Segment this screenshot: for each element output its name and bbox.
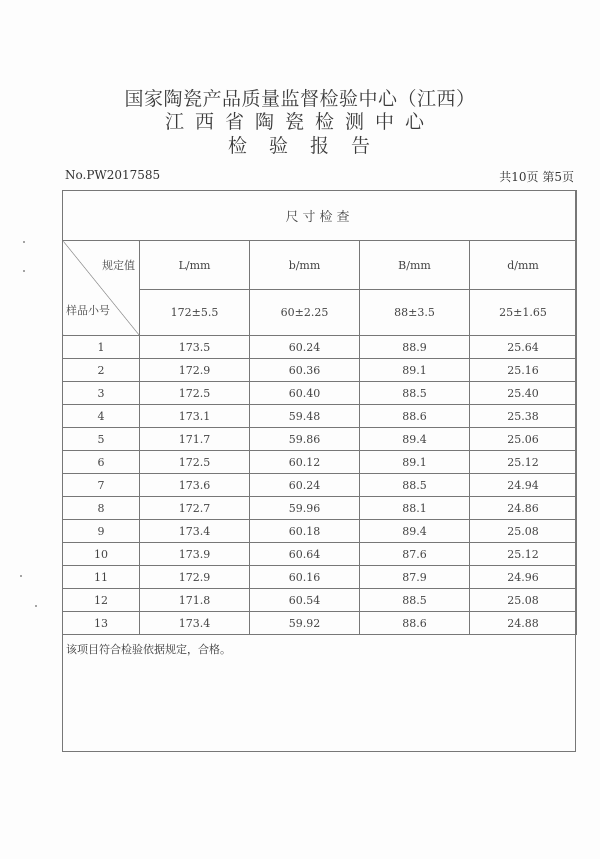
measurement-cell: 25.38 <box>470 405 577 428</box>
table-row <box>63 589 577 612</box>
sample-number-cell: 13 <box>63 612 140 635</box>
sample-number-cell: 8 <box>63 497 140 520</box>
table-title-row <box>63 191 577 241</box>
table-title: 尺寸检查 <box>63 191 577 241</box>
measurement-cell: 87.6 <box>360 543 470 566</box>
measurement-cell: 60.24 <box>250 336 360 359</box>
measurement-cell: 24.94 <box>470 474 577 497</box>
spec-value-b-small: 60±2.25 <box>250 290 360 336</box>
measurement-cell: 173.4 <box>140 612 250 635</box>
measurement-cell: 88.6 <box>360 405 470 428</box>
measurement-cell: 172.7 <box>140 497 250 520</box>
measurement-cell: 59.92 <box>250 612 360 635</box>
measurement-cell: 60.64 <box>250 543 360 566</box>
measurement-cell: 89.1 <box>360 451 470 474</box>
table-row <box>63 359 577 382</box>
conclusion-text: 该项目符合检验依据规定，合格。 <box>66 643 231 656</box>
measurement-cell: 88.1 <box>360 497 470 520</box>
center-name: 江西省陶瓷检测中心 <box>164 111 435 133</box>
measurement-cell: 172.5 <box>140 451 250 474</box>
measurement-cell: 89.4 <box>360 428 470 451</box>
measurement-cell: 173.9 <box>140 543 250 566</box>
measurement-cell: 60.36 <box>250 359 360 382</box>
dimension-table <box>62 190 577 635</box>
sample-number-cell: 1 <box>63 336 140 359</box>
table-row <box>63 612 577 635</box>
measurement-cell: 60.12 <box>250 451 360 474</box>
spec-value-l: 172±5.5 <box>140 290 250 336</box>
measurement-cell: 25.16 <box>470 359 577 382</box>
report-number: No.PW2017585 <box>65 168 161 182</box>
measurement-cell: 60.24 <box>250 474 360 497</box>
spec-value-d: 25±1.65 <box>470 290 577 336</box>
table-row <box>63 474 577 497</box>
measurement-cell: 173.5 <box>140 336 250 359</box>
sample-number-cell: 11 <box>63 566 140 589</box>
column-header-b-large: B/mm <box>360 241 470 290</box>
scan-speck <box>23 270 25 272</box>
sample-number-cell: 3 <box>63 382 140 405</box>
measurement-cell: 60.18 <box>250 520 360 543</box>
measurement-cell: 60.54 <box>250 589 360 612</box>
table-row <box>63 451 577 474</box>
sample-number-cell: 12 <box>63 589 140 612</box>
sample-number-cell: 4 <box>63 405 140 428</box>
measurement-cell: 89.4 <box>360 520 470 543</box>
measurement-cell: 24.86 <box>470 497 577 520</box>
measurement-cell: 59.86 <box>250 428 360 451</box>
column-header-d: d/mm <box>470 241 577 290</box>
measurement-cell: 88.9 <box>360 336 470 359</box>
measurement-cell: 172.9 <box>140 359 250 382</box>
sample-number-cell: 6 <box>63 451 140 474</box>
table-row <box>63 405 577 428</box>
measurement-cell: 87.9 <box>360 566 470 589</box>
spec-header-row <box>63 241 577 290</box>
measurement-cell: 25.12 <box>470 451 577 474</box>
sample-label: 样品小号 <box>66 304 110 317</box>
measurement-cell: 171.8 <box>140 589 250 612</box>
measurement-cell: 24.88 <box>470 612 577 635</box>
column-header-b-small: b/mm <box>250 241 360 290</box>
spec-value-b-large: 88±3.5 <box>360 290 470 336</box>
scan-speck <box>35 605 37 607</box>
table-row <box>63 382 577 405</box>
measurement-cell: 59.48 <box>250 405 360 428</box>
measurement-cell: 173.1 <box>140 405 250 428</box>
sample-number-cell: 2 <box>63 359 140 382</box>
sample-number-cell: 10 <box>63 543 140 566</box>
measurement-cell: 25.06 <box>470 428 577 451</box>
spec-value-row <box>63 290 577 336</box>
report-title: 检验报告 <box>227 135 392 157</box>
table-row <box>63 497 577 520</box>
measurement-cell: 25.40 <box>470 382 577 405</box>
measurement-cell: 24.96 <box>470 566 577 589</box>
scan-speck <box>20 575 22 577</box>
measurement-cell: 173.6 <box>140 474 250 497</box>
page-info: 共10页 第5页 <box>499 170 574 184</box>
measurement-cell: 88.5 <box>360 589 470 612</box>
diagonal-header-cell <box>63 241 140 336</box>
measurement-cell: 25.08 <box>470 520 577 543</box>
measurement-cell: 25.64 <box>470 336 577 359</box>
measurement-cell: 25.12 <box>470 543 577 566</box>
measurement-cell: 88.5 <box>360 474 470 497</box>
sample-number-cell: 9 <box>63 520 140 543</box>
sample-number-cell: 5 <box>63 428 140 451</box>
lab-name: 国家陶瓷产品质量监督检验中心（江西） <box>124 88 476 110</box>
column-header-l: L/mm <box>140 241 250 290</box>
measurement-cell: 89.1 <box>360 359 470 382</box>
table-row <box>63 543 577 566</box>
measurement-cell: 88.6 <box>360 612 470 635</box>
measurement-cell: 59.96 <box>250 497 360 520</box>
sample-number-cell: 7 <box>63 474 140 497</box>
spec-label: 规定值 <box>102 259 135 272</box>
measurement-cell: 172.5 <box>140 382 250 405</box>
measurement-cell: 25.08 <box>470 589 577 612</box>
measurement-cell: 171.7 <box>140 428 250 451</box>
table-row <box>63 428 577 451</box>
table-row <box>63 336 577 359</box>
table-row <box>63 520 577 543</box>
measurement-cell: 172.9 <box>140 566 250 589</box>
measurement-cell: 173.4 <box>140 520 250 543</box>
measurement-cell: 60.16 <box>250 566 360 589</box>
measurement-cell: 88.5 <box>360 382 470 405</box>
scan-speck <box>23 241 25 243</box>
measurement-cell: 60.40 <box>250 382 360 405</box>
table-row <box>63 566 577 589</box>
